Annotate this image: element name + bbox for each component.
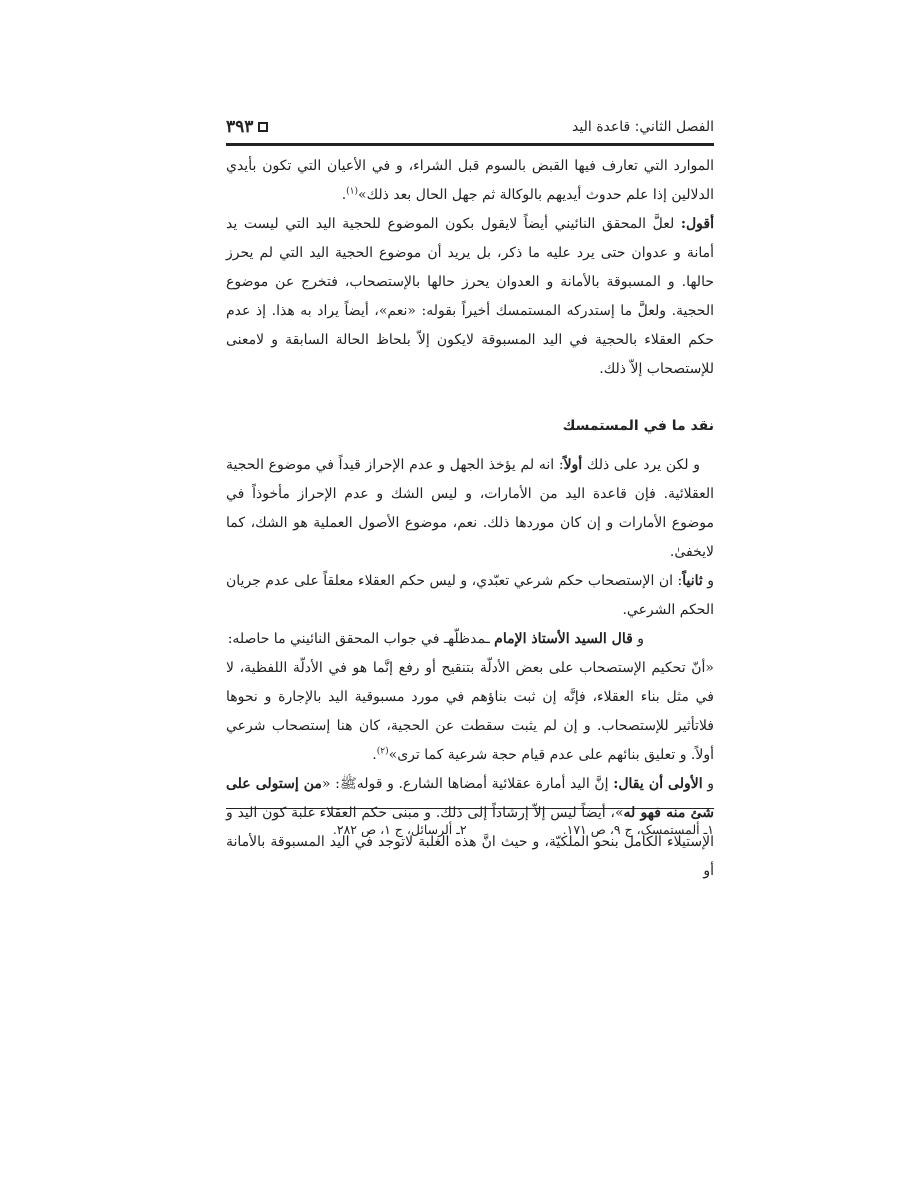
footnote-divider — [226, 808, 714, 809]
page-number-block — [226, 117, 268, 137]
page-header — [226, 112, 714, 142]
conclusion-label: الأولى أن يقال: — [613, 776, 703, 792]
section-heading: نقد ما في المستمسك — [562, 418, 714, 434]
hadith-text: من إستولى على شئ منه فهو له — [226, 776, 715, 821]
paragraph-imam-intro: و قال السيد الأستاذ الإمام ـمدظلّهـ في جواب المحقق النائيني ما حاصله: — [227, 631, 644, 647]
paragraph-conclusion: و الأولى أن يقال: إنَّ اليد أمارة عقلائية أمضاها الشارع. و قولهﷺ: «من إستولى على شئ منه فهو له»، أيضاً ليس إلاّ إرشاداً إلى ذلك. و مبنى حكم العقلاء غلبة كون اليد و الإستيلاء الكامل بنحو الملكيّة، و حيث انَّ هذه الغلبة لاتوجد في اليد المسبوقة بالأمانة أو — [226, 776, 715, 879]
square-icon — [258, 122, 268, 132]
chapter-title: الفصل الثاني: قاعدة اليد — [572, 119, 714, 135]
first-label: أولاً — [563, 457, 583, 473]
aqool-label: أقول: — [680, 216, 714, 232]
paragraph-aqool: أقول: لعلَّ المحقق النائيني أيضاً لايقول بكون الموضوع للحجية اليد التي ليست يد أمانة و عدوان حتى يرد عليه ما ذكر، بل يريد أن موضوع الحجية اليد التي لم يحرز حالها. و المسبوقة بالأمانة و العدوان يحرز حالها بالإستصحاب، فتخرج عن موضوع الحجية. ولعلَّ ما إستدركه المستمسك أخيراً بقوله: «نعم»، أيضاً يراد به هذا. إذ عدم حكم العقلاء بالحجية في اليد المسبوقة لايكون إلاّ بلحاظ الحالة السابقة و لامعنى للإستصحاب إلاّ ذلك. — [226, 216, 714, 377]
paragraph-quote-continuation: الموارد التي تعارف فيها القبض بالسوم قبل الشراء، و في الأعيان التي تكون بأيدي الدلالين إذا علم حدوث أيديهم بالوكالة ثم جهل الحال بعد ذلك»$^{(١)}$. — [226, 158, 714, 203]
paragraph-imam-quote: «أنّ تحكيم الإستصحاب على بعض الأدلّة بتنقيح أو رفع إنَّما هو في الأدلّة اللفظية، لا في مثل بناء العقلاء، فإنَّه إن ثبت بناؤهم في مورد مسبوقية اليد بالإجارة و نحوها فلاتأثير للإستصحاب. و إن لم يثبت سقطت عن الحجية، كان هنا إستصحاب شرعي أولاً. و تعليق بنائهم على عدم قيام حجة شرعية كما ترى»$^{(٢)}$. — [226, 660, 714, 763]
imam-label: قال السيد الأستاذ الإمام — [494, 631, 633, 647]
paragraph-second-objection: و ثانياً: ان الإستصحاب حكم شرعي تعبّدي، و ليس حكم العقلاء معلقاً على عدم جريان الحكم الشرعي. — [226, 573, 714, 618]
honorific-symbol: ﷺ — [339, 776, 357, 792]
footnotes — [226, 822, 714, 837]
header-divider — [226, 143, 714, 146]
footnote-2: ٢ـ ألرسائل، ج ١، ص ٢٨٢. — [332, 822, 467, 837]
page-number: ٣٩٣ — [226, 117, 254, 137]
footnote-ref-2: (٢) — [376, 746, 389, 757]
main-text — [226, 152, 714, 886]
footnote-ref-1: (١) — [346, 186, 359, 197]
second-label: ثانياً — [682, 573, 703, 589]
paragraph-first-objection: و لكن يرد على ذلك أولاً: انه لم يؤخذ الجهل و عدم الإحراز قيداً في موضوع الحجية العقلائية. فإن قاعدة اليد من الأمارات، و ليس الشك و عدم الإحراز مأخوذاً في موضوع الأمارات و إن كان موردها ذلك. نعم، موضوع الأصول العملية هو الشك، كما لايخفىٰ. — [226, 457, 714, 560]
footnote-1: ١ـ ألمستمسک، ج ٩، ص ١٧١. — [562, 822, 714, 837]
